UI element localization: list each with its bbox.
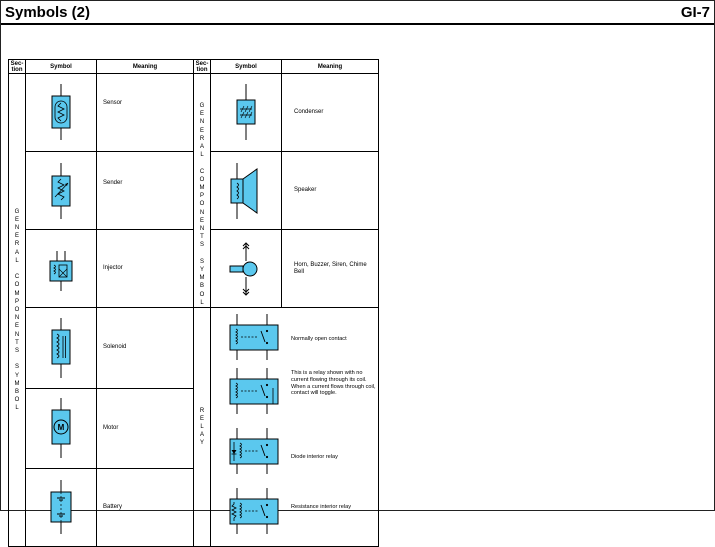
solenoid-symbol-cell	[26, 308, 97, 388]
motor-label: M	[57, 423, 65, 433]
battery-symbol-cell	[26, 468, 97, 546]
sensor-symbol-cell	[26, 74, 97, 152]
meaning-relay-open: Normally open contact	[291, 336, 347, 343]
solenoid-icon	[41, 316, 81, 380]
section-relay: R E L A Y	[194, 308, 211, 547]
col-symbol-left: Symbol	[26, 60, 97, 74]
col-symbol-right: Symbol	[211, 60, 282, 74]
relay-open-icon	[212, 312, 282, 362]
relay-toggle-icon	[212, 366, 282, 416]
col-meaning-right: Meaning	[282, 60, 379, 74]
motor-icon	[41, 396, 81, 460]
col-section-left: Sec- tion	[9, 60, 26, 74]
page-title: Symbols (2)	[5, 4, 91, 21]
speaker-symbol-cell	[211, 151, 282, 230]
sensor-icon	[41, 82, 81, 142]
relay-row-open	[211, 308, 378, 364]
symbols-table	[8, 59, 379, 547]
relay-row-toggle	[211, 364, 378, 422]
meaning-horn: Horn, Buzzer, Siren, Chime Bell	[282, 230, 379, 308]
relay-diode-icon	[212, 426, 282, 476]
page-header	[1, 1, 714, 25]
meaning-solenoid: Solenoid	[97, 308, 194, 388]
injector-icon	[41, 239, 81, 299]
motor-symbol-cell	[26, 388, 97, 468]
meaning-speaker: Speaker	[282, 151, 379, 230]
meaning-relay-diode: Diode interior relay	[291, 454, 338, 461]
relay-row-resistor	[211, 482, 378, 544]
page-code: GI-7	[680, 4, 710, 21]
sender-icon	[41, 161, 81, 221]
meaning-motor: Motor	[97, 388, 194, 468]
meaning-injector: Injector	[97, 230, 194, 308]
col-meaning-left: Meaning	[97, 60, 194, 74]
meaning-relay-resistor: Resistance interior relay	[291, 504, 352, 511]
section-general-right: G E N E R A L C O M P O N E N T S S Y M B O L	[194, 74, 211, 308]
horn-symbol-cell	[211, 230, 282, 308]
meaning-condenser: Condenser	[282, 74, 379, 152]
meaning-sender: Sender	[97, 151, 194, 230]
battery-icon	[41, 478, 81, 538]
meaning-battery: Battery	[97, 468, 194, 546]
condenser-symbol-cell	[211, 74, 282, 152]
sender-symbol-cell	[26, 151, 97, 230]
col-section-right: Sec- tion	[194, 60, 211, 74]
horn-icon	[218, 239, 274, 299]
section-general-left: G E N E R A L C O M P O N E N T S S Y M B O L	[9, 74, 26, 547]
meaning-relay-toggle: This is a relay shown with no current flowing through its coil. When a current flows through coil, contact will toggle.	[291, 370, 376, 397]
meaning-sensor: Sensor	[97, 74, 194, 152]
relay-resistor-icon	[212, 486, 282, 536]
relay-row-diode	[211, 422, 378, 482]
speaker-icon	[221, 161, 271, 221]
injector-symbol-cell	[26, 230, 97, 308]
condenser-icon	[226, 82, 266, 142]
